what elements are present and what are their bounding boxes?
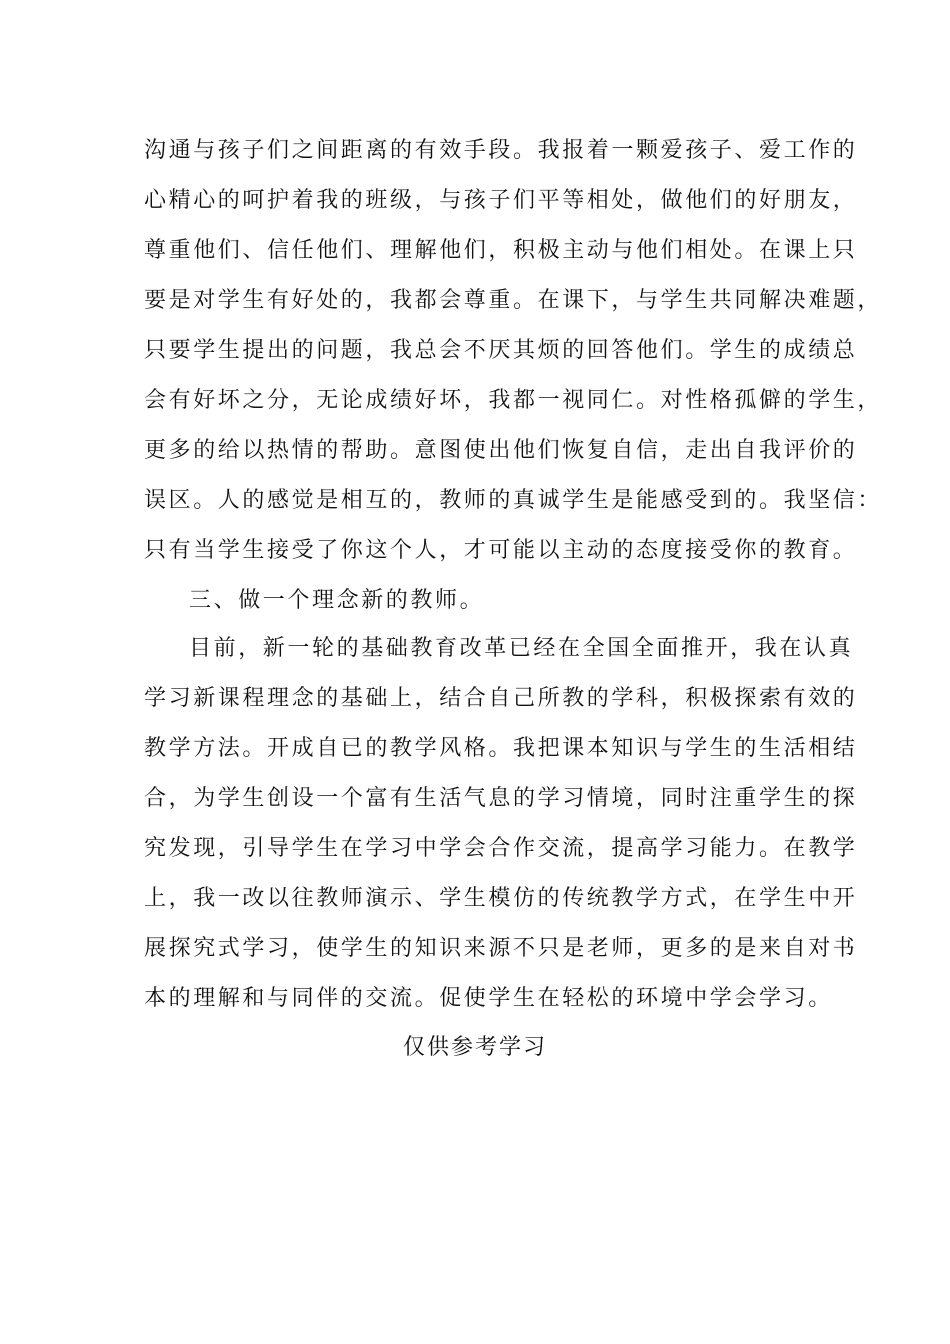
paragraph-line: 合，为学生创设一个富有生活气息的学习情境，同时注重学生的探 [144,786,858,811]
footer-note: 仅供参考学习 [402,1035,547,1060]
paragraph-line: 更多的给以热情的帮助。意图使出他们恢复自信，走出自我评价的 [144,438,858,463]
section-heading: 三、做一个理念新的教师。 [189,588,485,613]
paragraph-line: 尊重他们、信任他们、理解他们，积极主动与他们相处。在课上只 [144,238,858,263]
paragraph-line: 教学方法。开成自已的教学风格。我把课本知识与学生的生活相结 [144,736,858,761]
paragraph-1 [144,126,883,626]
paragraph-line: 目前，新一轮的基础教育改革已经在全国全面推开，我在认真 [189,636,854,661]
paragraph-line: 误区。人的感觉是相互的，教师的真诚学生是能感受到的。我坚信： [144,488,883,513]
paragraph-line: 要是对学生有好处的，我都会尊重。在课下，与学生共同解决难题， [144,288,883,313]
paragraph-line: 学习新课程理念的基础上，结合自己所教的学科，积极探索有效的 [144,686,858,711]
paragraph-line: 本的理解和与同伴的交流。促使学生在轻松的环境中学会学习。 [144,986,833,1011]
paragraph-line: 会有好坏之分，无论成绩好坏，我都一视同仁。对性格孤僻的学生， [144,388,883,413]
paragraph-line: 展探究式学习，使学生的知识来源不只是老师，更多的是来自对书 [144,936,858,961]
paragraph-2 [144,624,858,1024]
paragraph-line: 沟通与孩子们之间距离的有效手段。我报着一颗爱孩子、爱工作的 [144,138,858,163]
paragraph-line: 究发现，引导学生在学习中学会合作交流，提高学习能力。在教学 [144,836,858,861]
paragraph-line: 心精心的呵护着我的班级，与孩子们平等相处，做他们的好朋友， [144,188,858,213]
paragraph-line: 只有当学生接受了你这个人，才可能以主动的态度接受你的教育。 [144,538,858,563]
paragraph-line: 上，我一改以往教师演示、学生模仿的传统教学方式，在学生中开 [144,886,858,911]
paragraph-line: 只要学生提出的问题，我总会不厌其烦的回答他们。学生的成绩总 [144,338,858,363]
